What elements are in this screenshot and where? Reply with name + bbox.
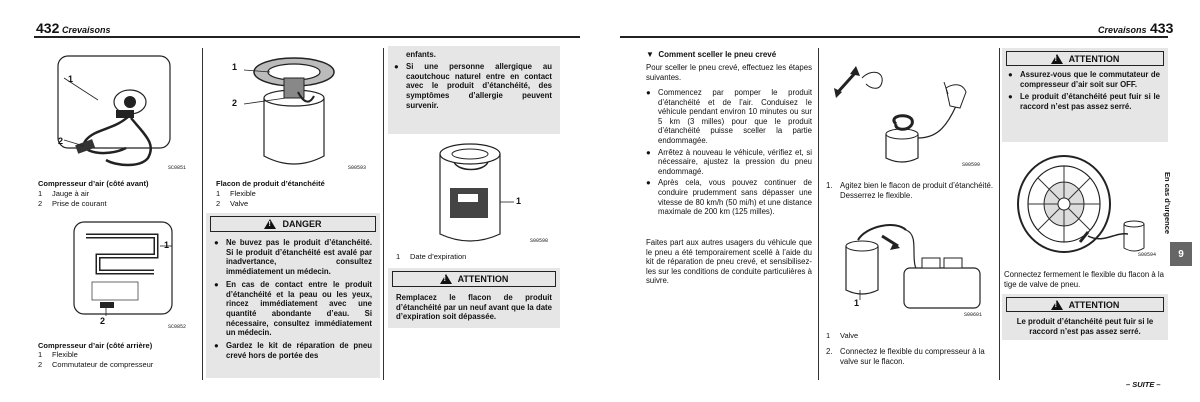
danger-item: ● Gardez le kit de réparation de pneu crevé hors de portée des — [214, 341, 372, 360]
danger-item-text: Si une personne allergique au caoutchouc naturel entre en contact avec le produit d’étanchéité, des symptômes d’allergie peuvent survenir. — [406, 62, 552, 110]
right-header-rule — [620, 36, 1168, 38]
procedure-bullet-text: Arrêtez à nouveau le véhicule, vérifiez et, si nécessaire, ajustez la pression du pneu endommagé. — [658, 147, 812, 176]
fig4-callout-1: 1 — [516, 196, 522, 206]
intro-text: Pour sceller le pneu crevé, effectuez les étapes suivantes. — [646, 63, 812, 82]
figure-sealant-bottle — [214, 48, 376, 176]
attention-right1-list — [1008, 70, 1160, 112]
left-header-rule — [34, 36, 580, 38]
warning-triangle-icon: ! — [440, 274, 452, 284]
figure-shake-bottle — [826, 48, 994, 172]
fig7-code: S00594 — [1138, 252, 1157, 258]
step-number: 1. — [826, 181, 833, 190]
heading-marker-icon: ▼ — [646, 50, 654, 59]
fig1-caption: Compresseur d’air (côté avant) — [38, 179, 149, 188]
expiration-bottle-illustration — [394, 136, 556, 248]
warning-triangle-icon: ! — [1051, 300, 1063, 310]
procedure-bullets — [646, 88, 812, 217]
fig1-code: SC0851 — [168, 165, 187, 171]
legend-item — [396, 252, 466, 262]
danger-continued-text: enfants. — [406, 50, 436, 59]
side-tab — [1170, 165, 1192, 237]
danger-title: DANGER — [282, 219, 322, 229]
attention-left-header — [392, 271, 556, 287]
fig4-code: S00598 — [530, 238, 549, 244]
legend-text: Date d’expiration — [410, 252, 467, 261]
legend-item — [216, 189, 256, 199]
fig1-callout-1: 1 — [68, 74, 74, 84]
step-number: 2. — [826, 347, 833, 356]
attention-right1-title: ATTENTION — [1068, 53, 1120, 64]
figure-tire-valve — [1004, 148, 1166, 260]
legend-item — [38, 360, 153, 370]
fig3-code: S00593 — [348, 165, 367, 171]
side-tab-label: En cas d’urgence — [1163, 172, 1172, 235]
attention-left-title: ATTENTION — [457, 274, 509, 284]
legend-item — [826, 331, 858, 341]
shake-bottle-illustration — [826, 48, 994, 172]
legend-number: 2 — [38, 198, 43, 208]
danger-continued-list — [394, 62, 552, 111]
procedure-bullet: ● Après cela, vous pouvez continuer de conduire prudemment sans dépasser une vitesse de 80 km/h (50 mi/h) et une distance maximale de 200 km (125 milles). — [646, 178, 812, 217]
legend-item — [216, 199, 256, 209]
attention-right2-header — [1006, 297, 1164, 312]
attention-right2-title: ATTENTION — [1068, 299, 1120, 310]
procedure-bullet: ● Commencez par pomper le produit d’étanchéité et de l’air. Conduisez le véhicule pendant environ 10 minutes ou sur 5 km (3 milles) pour que le produit d’étanchéité puisse sceller la partie endommagée. — [646, 88, 812, 145]
compressor-front-illustration — [36, 48, 196, 176]
figure-compressor-front — [36, 48, 196, 176]
danger-list — [214, 238, 372, 360]
attention-right2-text: Le produit d’étanchéité peut fuir si le raccord n’est pas assez serré. — [1016, 317, 1154, 336]
procedure-bullet-text: Après cela, vous pouvez continuer de conduire prudemment sans dépasser une vitesse de 80 km/h (50 mi/h) et une distance maximale de 200 km (125 milles). — [658, 178, 812, 217]
legend-item — [38, 199, 107, 209]
legend-number: 1 — [826, 331, 831, 340]
fig6-legend — [826, 331, 858, 341]
step-2 — [826, 347, 994, 366]
figure-compressor-rear — [36, 216, 196, 334]
attention-item-text: Assurez-vous que le commutateur de compresseur d’air soit sur OFF. — [1020, 70, 1160, 89]
legend-text: Flexible — [52, 350, 78, 359]
attention-left-text: Remplacez le flacon de produit d’étanchéité par un neuf avant que la date d’expiration soit dépassée. — [396, 293, 552, 322]
section-heading-text: Comment sceller le pneu crevé — [658, 50, 777, 59]
legend-text: Valve — [840, 331, 859, 340]
step-text: Connectez le flexible du compresseur à la valve sur le flacon. — [840, 347, 985, 366]
fig6-code: S00601 — [964, 312, 983, 318]
legend-text: Jauge à air — [52, 189, 90, 198]
fig2-caption: Compresseur d’air (côté arrière) — [38, 341, 153, 350]
right-page-section-title: Crevaisons — [1098, 25, 1147, 35]
connect-hose-illustration — [826, 206, 994, 322]
right-col-divider-1 — [818, 48, 819, 380]
fig7-caption: Connectez fermement le flexible du flacon à la tige de valve de pneu. — [1004, 270, 1164, 289]
legend-number: 1 — [38, 350, 43, 359]
legend-text: Flexible — [230, 189, 256, 198]
left-page-number: 432 — [36, 20, 60, 36]
section-heading — [646, 50, 776, 59]
figure-connect-hose — [826, 206, 994, 322]
right-page-number: 433 — [1150, 20, 1174, 36]
fig3-callout-1: 1 — [232, 62, 238, 72]
fig4-legend — [396, 252, 466, 262]
fig2-legend — [38, 350, 153, 369]
attention-item: ● Le produit d’étanchéité peut fuir si le raccord n’est pas assez serré. — [1008, 92, 1160, 112]
fig2-callout-1: 1 — [164, 240, 170, 250]
attention-item: ● Assurez-vous que le commutateur de compresseur d’air soit sur OFF. — [1008, 70, 1160, 89]
danger-item: ● Si une personne allergique au caoutchouc naturel entre en contact avec le produit d’étanchéité, des symptômes d’allergie peuvent survenir. — [394, 62, 552, 110]
legend-number: 2 — [216, 198, 221, 208]
legend-number: 1 — [38, 189, 43, 198]
step-text: Agitez bien le flacon de produit d’étanchéité. Desserrez le flexible. — [840, 181, 994, 200]
left-page-section-title: Crevaisons — [62, 25, 111, 35]
fig1-callout-2: 2 — [58, 136, 64, 146]
fig3-caption: Flacon de produit d’étanchéité — [216, 179, 325, 188]
legend-text: Prise de courant — [52, 198, 107, 208]
fig5-code: S00599 — [962, 162, 981, 168]
danger-header — [210, 216, 376, 232]
legend-number: 1 — [216, 189, 221, 198]
footer-continued: – SUITE – — [1126, 380, 1161, 389]
fig2-callout-2: 2 — [100, 316, 106, 326]
danger-item-text: Gardez le kit de réparation de pneu crevé hors de portée des — [226, 341, 372, 360]
fig3-callout-2: 2 — [232, 98, 238, 108]
warning-triangle-icon: ! — [264, 219, 276, 229]
fig6-callout-1: 1 — [854, 298, 860, 308]
left-col-divider-2 — [383, 48, 384, 380]
warning-triangle-icon: ! — [1051, 54, 1063, 64]
danger-item: ● En cas de contact entre le produit d’étanchéité et la peau ou les yeux, rincez immédiatement avec une quantité abondante d’eau. Si nécessaire, consultez immédiatement un médecin. — [214, 279, 372, 338]
outro-text: Faites part aux autres usagers du véhicule que le pneu a été temporairement scellé à l’aide du kit de réparation de pneu crevé, et sensibilisez-les sur les conditions de conduite particulières à suivre. — [646, 238, 812, 286]
legend-item — [38, 350, 153, 360]
step-1 — [826, 181, 994, 200]
legend-number: 2 — [38, 359, 43, 369]
side-tab-number: 9 — [1170, 242, 1192, 266]
legend-text: Commutateur de compresseur — [52, 359, 154, 369]
legend-item — [38, 189, 107, 199]
legend-text: Valve — [230, 198, 249, 208]
tire-valve-illustration — [1004, 148, 1166, 260]
compressor-rear-illustration — [36, 216, 196, 334]
right-col-divider-2 — [999, 48, 1000, 380]
fig1-legend — [38, 189, 107, 208]
attention-item-text: Le produit d’étanchéité peut fuir si le raccord n’est pas assez serré. — [1020, 92, 1160, 112]
danger-item: ● Ne buvez pas le produit d’étanchéité. Si le produit d’étanchéité est avalé par inadvertance, consultez immédiatement un médecin. — [214, 238, 372, 277]
left-col-divider-1 — [202, 48, 203, 380]
procedure-bullet-text: Commencez par pomper le produit d’étanchéité et de l’air. Conduisez le véhicule pendant environ 10 minutes ou sur 5 km (3 milles) pour que le produit d’étanchéité puisse sceller la partie endommagée. — [658, 88, 812, 145]
procedure-bullet: ● Arrêtez à nouveau le véhicule, vérifiez et, si nécessaire, ajustez la pression du pneu endommagé. — [646, 147, 812, 176]
figure-expiration-date — [394, 136, 556, 248]
fig2-code: SC0852 — [168, 324, 187, 330]
attention-right1-header — [1006, 51, 1164, 66]
danger-item-text: En cas de contact entre le produit d’étanchéité et la peau ou les yeux, rincez immédiatement avec une quantité abondante d’eau. Si nécessaire, consultez immédiatement un médecin. — [226, 279, 372, 338]
sealant-bottle-illustration — [214, 48, 376, 176]
danger-item-text: Ne buvez pas le produit d’étanchéité. Si le produit d’étanchéité est avalé par inadvertance, consultez immédiatement un médecin. — [226, 238, 372, 277]
legend-number: 1 — [396, 252, 401, 261]
fig3-legend — [216, 189, 256, 208]
